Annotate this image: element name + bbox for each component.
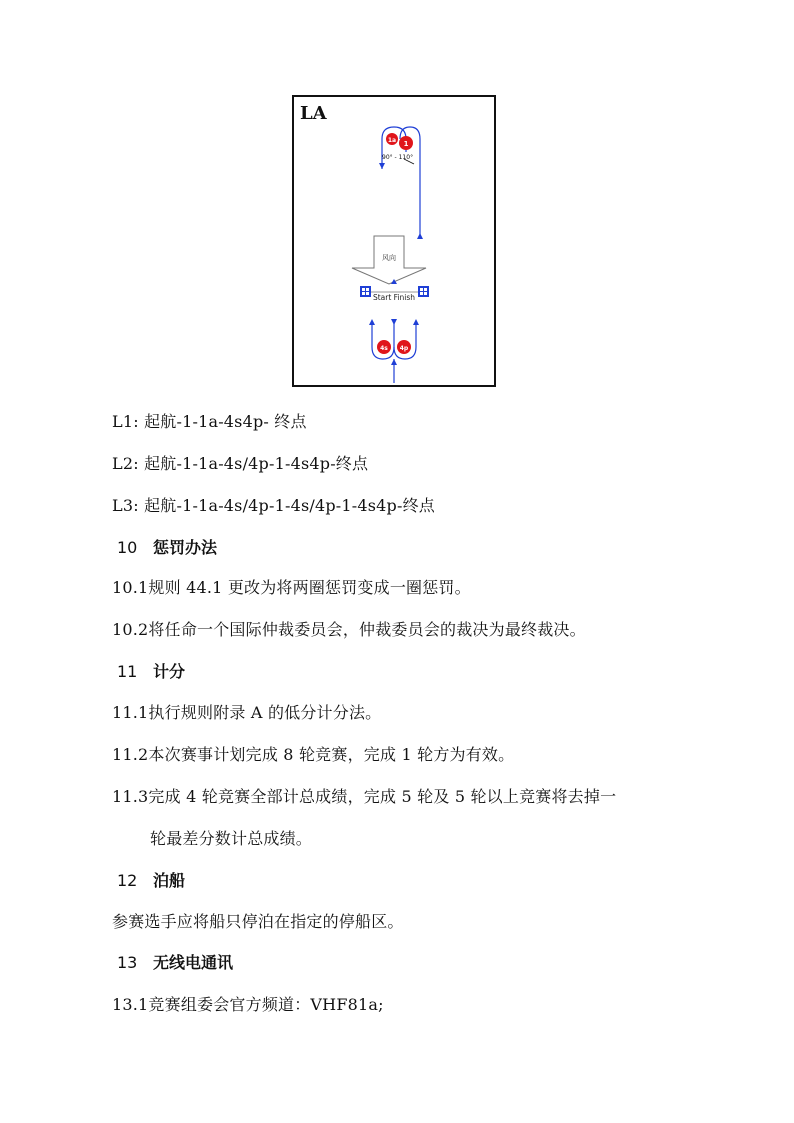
arrow-up-icon [417, 233, 423, 239]
heading-radio [117, 950, 233, 973]
heading-title: 惩罚办法 [153, 538, 218, 557]
angle-label: 90° - 110° [382, 154, 414, 161]
heading-berthing [117, 868, 185, 891]
heading-number: 13 [117, 953, 138, 972]
heading-scoring [117, 659, 185, 682]
course-l2: L2: 起航-1-1a-4s/4p-1-4s4p-终点 [112, 454, 369, 473]
heading-title: 泊船 [153, 871, 186, 890]
mark-1-label: 1 [403, 140, 409, 148]
paragraph-11-2: 11.2本次赛事计划完成 8 轮竞赛，完成 1 轮方为有效。 [112, 745, 515, 764]
start-finish-label: Start Finish [372, 293, 416, 302]
paragraph-10-1: 10.1规则 44.1 更改为将两圈惩罚变成一圈惩罚。 [112, 578, 471, 597]
heading-penalties [117, 535, 217, 558]
diagram-label: LA [300, 103, 327, 124]
paragraph-11-1: 11.1执行规则附录 A 的低分计分法。 [112, 703, 382, 722]
mark-1a-label: 1a [387, 137, 397, 144]
start-boat-right-icon [418, 286, 429, 297]
heading-title: 计分 [153, 662, 186, 681]
heading-title: 无线电通讯 [153, 953, 234, 972]
heading-number: 11 [117, 662, 138, 681]
paragraph-10-2: 10.2将任命一个国际仲裁委员会，仲裁委员会的裁决为最终裁决。 [112, 620, 586, 639]
arrow-up-icon [413, 319, 419, 325]
paragraph-11-3: 11.3完成 4 轮竞赛全部计总成绩，完成 5 轮及 5 轮以上竞赛将去掉一 [112, 787, 617, 806]
course-diagram [292, 95, 496, 387]
heading-number: 10 [117, 538, 138, 557]
mark-4p-label: 4p [399, 345, 409, 352]
paragraph-11-3-continued: 轮最差分数计总成绩。 [150, 829, 313, 848]
wind-label: 风向 [382, 254, 396, 262]
paragraph-12: 参赛选手应将船只停泊在指定的停船区。 [112, 912, 404, 931]
mark-4s-label: 4s [380, 345, 388, 352]
course-l3: L3: 起航-1-1a-4s/4p-1-4s/4p-1-4s4p-终点 [112, 496, 436, 515]
start-boat-left-icon [360, 286, 371, 297]
arrow-up-icon [391, 359, 397, 365]
course-l1: L1: 起航-1-1a-4s4p- 终点 [112, 412, 307, 431]
paragraph-13-1: 13.1竞赛组委会官方频道：VHF81a; [112, 995, 384, 1014]
arrow-up-icon [369, 319, 375, 325]
heading-number: 12 [117, 871, 138, 890]
arrow-down-icon [379, 163, 385, 169]
arrow-down-icon [391, 319, 397, 325]
course-diagram-svg [294, 97, 494, 385]
